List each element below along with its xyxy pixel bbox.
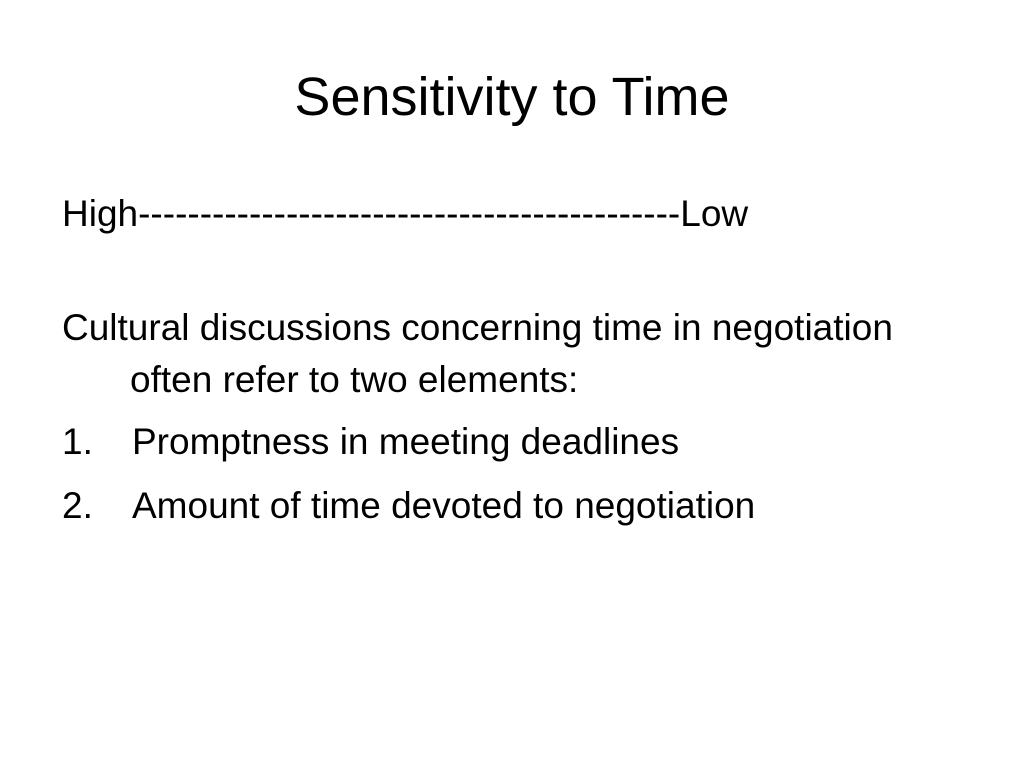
intro-line-1: Cultural discussions concerning time in — [62, 307, 702, 348]
list-item-text: Promptness in meeting deadlines — [132, 421, 680, 462]
scale-dash-line: -------------------------------------------- — [138, 193, 681, 234]
numbered-list — [62, 416, 982, 532]
list-item-number: 2. — [62, 485, 93, 526]
list-item — [62, 416, 982, 468]
intro-line-2: negotiation often refer to two elements: — [130, 307, 893, 400]
scale-high-label: High — [62, 193, 139, 234]
intro-paragraph — [62, 302, 982, 406]
slide-title: Sensitivity to Time — [294, 67, 730, 127]
scale-low-label: Low — [680, 193, 749, 234]
sensitivity-scale — [62, 188, 982, 240]
list-item-number: 1. — [62, 421, 93, 462]
list-item — [62, 480, 982, 532]
list-item-text: Amount of time devoted to negotiation — [132, 485, 756, 526]
slide-body — [62, 188, 982, 544]
